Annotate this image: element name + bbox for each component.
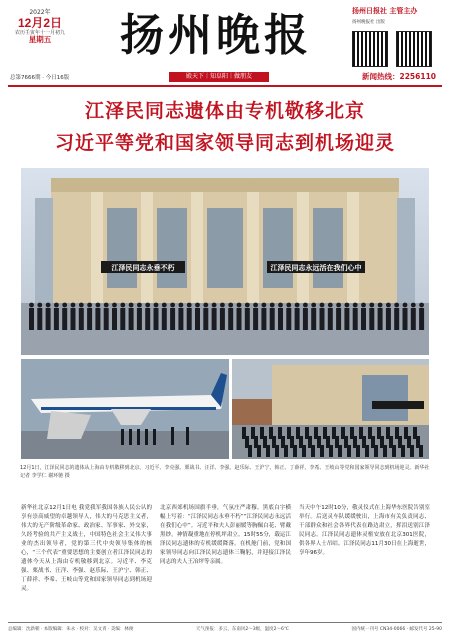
mourner-figure: [120, 303, 125, 308]
mourner-figure: [286, 308, 291, 330]
mourner-figure: [212, 308, 217, 330]
mourner-figure: [137, 303, 142, 308]
mourner-figure: [245, 308, 250, 330]
mourner-figure: [145, 303, 150, 308]
mourner-figure: [328, 308, 333, 330]
mourner-figure: [411, 303, 416, 308]
mourner-figure: [179, 303, 184, 308]
mourner-figure: [353, 308, 358, 330]
honor-guard-figure: [356, 445, 360, 457]
mourner-figure: [378, 303, 383, 308]
mourner-figure: [328, 303, 333, 308]
mourner-figure: [419, 303, 424, 308]
mourner-figure: [262, 303, 267, 308]
honor-guard-figure: [266, 445, 270, 457]
honor-guard-figure: [275, 445, 279, 457]
honor-guard-figure: [401, 445, 405, 457]
mourner-figure: [71, 303, 76, 308]
article-column-2: 北京西郊机场国旗半垂，气氛庄严肃穆。黑底白字横幅上写着：“江泽民同志永垂不朽”“江泽民同志永远活在我们心中”。习近平和夫人彭丽媛等胸佩白花、臂戴黑纱，神情凝重地在停机坪肃立。15时55分，载运江泽民同志遗体的专机缓缓降落。在机舱门前，党和国家领导同志向江泽民同志遗体三鞠躬，并迎接江泽民同志的夫人王冶坪等亲属。: [160, 505, 291, 565]
mourner-figure: [112, 308, 117, 330]
mourner-figure: [220, 303, 225, 308]
mourner-figure: [170, 303, 175, 308]
brand-sub-text: 扬州晚报社 出版: [352, 20, 385, 25]
mourner-figure: [203, 303, 208, 308]
dateline-month-day: 12月2日: [17, 15, 63, 30]
mourner-figure: [253, 308, 258, 330]
honor-guard-figure: [302, 445, 306, 457]
mourner-figure: [295, 308, 300, 330]
mourner-figure: [403, 308, 408, 330]
honor-guard-figure: [329, 445, 333, 457]
mourner-figure: [336, 308, 341, 330]
banner-right: 江泽民同志永远活在我们心中: [270, 264, 362, 272]
masthead-title: 扬州晚报: [120, 10, 312, 60]
mourner-figure: [320, 303, 325, 308]
mourner-figure: [361, 303, 366, 308]
article-column-3: 当天中午12时10分，敬灵仪式在上海华东医院告别室举行。后送灵车队缓缓驶出，上海市有关负责同志、干部群众和社会各界代表在路边肃立，挥泪送别江泽民同志。江泽民同志遗体灵柩安放在北京301医院，供各界人士吊唁。江泽民同志11月30日在上海逝世，享年96岁。: [299, 505, 430, 556]
honor-guard-figure: [311, 445, 315, 457]
mourner-figure: [311, 303, 316, 308]
mourner-figure: [228, 303, 233, 308]
mourner-figure: [303, 308, 308, 330]
mourner-figure: [311, 308, 316, 330]
main-photo: [21, 168, 429, 355]
qr-code-icon: [396, 31, 432, 67]
mourner-figure: [378, 308, 383, 330]
mourner-figure: [79, 308, 84, 330]
mourner-figure: [303, 303, 308, 308]
masthead-divider: [8, 85, 442, 87]
mourner-figure: [129, 303, 134, 308]
honor-guard-figure: [284, 445, 288, 457]
mourner-figure: [87, 303, 92, 308]
mourner-figure: [419, 308, 424, 330]
mourner-figure: [37, 308, 42, 330]
mourner-figure: [162, 308, 167, 330]
mourner-figure: [411, 308, 416, 330]
footer-weather: 天气预报：多云，东南风2～3级，温度2～6℃: [195, 627, 289, 632]
banner-left: 江泽民同志永垂不朽: [111, 264, 175, 272]
mourner-figure: [403, 303, 408, 308]
mourner-figure: [286, 303, 291, 308]
mourner-figure: [394, 303, 399, 308]
mourner-figure: [178, 308, 183, 330]
mourner-figure: [46, 303, 51, 308]
dateline-lunar: 农历壬寅年十一月初九: [14, 29, 65, 36]
honor-guard-figure: [410, 445, 414, 457]
mourner-figure: [278, 303, 283, 308]
mourner-figure: [245, 303, 250, 308]
mourner-figure: [95, 308, 100, 330]
brand-line: [352, 6, 444, 16]
mourner-figure: [195, 303, 200, 308]
mourner-figure: [212, 303, 217, 308]
mourner-figure: [203, 308, 208, 330]
dateline-weekday: 星期五: [28, 35, 52, 45]
news-hotline: 新闻热线：2256110: [362, 72, 437, 81]
slogan-bar: 殿天下｜知阜阳｜做朋友: [169, 72, 269, 82]
mourner-figure: [154, 308, 159, 330]
qr-code-icon: [352, 31, 388, 67]
mourner-figure: [237, 303, 242, 308]
footer-editors: 总编辑：沈新朝 · 本版编辑：朱永 · 校对：吴文青 · 美编：林俊: [8, 627, 134, 632]
mourner-figure: [137, 308, 142, 330]
honor-guard-figure: [293, 445, 297, 457]
footer-registration: 国内统一刊号 CN34-0066 · 邮发代号 25-90: [351, 627, 442, 632]
mourner-figure: [353, 303, 358, 308]
mourner-figure: [87, 308, 92, 330]
mourner-figure: [54, 303, 59, 308]
mourner-figure: [237, 308, 242, 330]
honor-guard-figure: [347, 445, 351, 457]
mourner-figure: [104, 308, 109, 330]
mourner-figure: [104, 303, 109, 308]
mourner-figure: [120, 308, 125, 330]
mourner-figure: [345, 303, 350, 308]
mourner-figure: [96, 303, 101, 308]
photo-honor-guard: [232, 359, 429, 459]
mourner-figure: [129, 308, 134, 330]
honor-guard-figure: [383, 445, 387, 457]
mourner-figure: [386, 308, 391, 330]
mourner-figure: [46, 308, 51, 330]
mourner-figure: [369, 303, 374, 308]
mourner-figure: [295, 303, 300, 308]
mourner-figure: [394, 308, 399, 330]
mourner-figure: [187, 303, 192, 308]
mourner-figure: [344, 308, 349, 330]
honor-guard-figure: [419, 445, 423, 457]
mourner-figure: [37, 303, 42, 308]
honor-guard-figure: [320, 445, 324, 457]
mourner-figure: [261, 308, 266, 330]
honor-guard-figure: [374, 445, 378, 457]
honor-guard-figure: [248, 445, 252, 457]
mourner-figure: [386, 303, 391, 308]
mourner-figure: [320, 308, 325, 330]
mourner-figure: [369, 308, 374, 330]
mourner-figure: [54, 308, 59, 330]
mourner-figure: [62, 308, 67, 330]
mourner-figure: [228, 308, 233, 330]
mourner-figure: [253, 303, 258, 308]
headline-sub: 习近平等党和国家领导同志到机场迎灵: [54, 132, 395, 154]
article-column-1: 新华社北京12月1日电 我党我军我国各族人民公认的享有崇高威望的卓越领导人，伟大的马克思主义者，伟大的无产阶级革命家、政治家、军事家、外交家，久经考验的共产主义战士，中国特色社会主义伟大事业的杰出领导者，党的第三代中央领导集体的核心，“三个代表”重要思想的主要创立者江泽民同志的遗体今天从上海由专机敬移到北京。习近平、李克强、栗战书、汪洋、李强、赵乐际、王沪宁、韩正、丁薛祥、李希、王岐山等党和国家领导同志到机场迎灵。: [21, 505, 152, 592]
honor-guard-figure: [365, 445, 369, 457]
masthead-logo: [100, 4, 332, 60]
mourner-figure: [62, 303, 67, 308]
mourner-figure: [336, 303, 341, 308]
honor-guard-figure: [338, 445, 342, 457]
mourner-figure: [195, 308, 200, 330]
mourner-figure: [145, 308, 150, 330]
mourner-figure: [187, 308, 192, 330]
photo-caption: 12月1日，江泽民同志的遗体从上海由专机敬移到北京。习近平、李克强、栗战书、汪洋、李强、赵乐际、王沪宁、韩正、丁薛祥、李希、王岐山等党和国家领导同志到机场迎灵。新华社记者 李学仁 谢环驰 摄: [20, 465, 430, 479]
brand-line-text: 扬州日报社 主管主办: [352, 7, 418, 15]
issue-info: 总第7666期 · 今日16版: [10, 75, 70, 81]
headline-main: 江泽民同志遗体由专机敬移北京: [84, 100, 365, 122]
mourner-figure: [220, 308, 225, 330]
mourner-figure: [71, 308, 76, 330]
mourner-figure: [112, 303, 117, 308]
mourner-figure: [270, 303, 275, 308]
mourner-figure: [29, 308, 34, 330]
mourner-figure: [270, 308, 275, 330]
brand-sub: [352, 17, 444, 25]
mourner-figure: [278, 308, 283, 330]
mourner-figure: [29, 303, 34, 308]
honor-guard-figure: [257, 445, 261, 457]
dateline: [10, 10, 70, 45]
mourner-figure: [154, 303, 159, 308]
publisher-brand: [352, 6, 444, 67]
mourner-figure: [170, 308, 175, 330]
page-footer: [8, 622, 442, 632]
honor-guard-figure: [392, 445, 396, 457]
mourner-figure: [162, 303, 167, 308]
mourner-figure: [361, 308, 366, 330]
mourner-figure: [79, 303, 84, 308]
dateline-year: 2022年: [29, 9, 51, 16]
photo-aircraft: [21, 359, 229, 459]
